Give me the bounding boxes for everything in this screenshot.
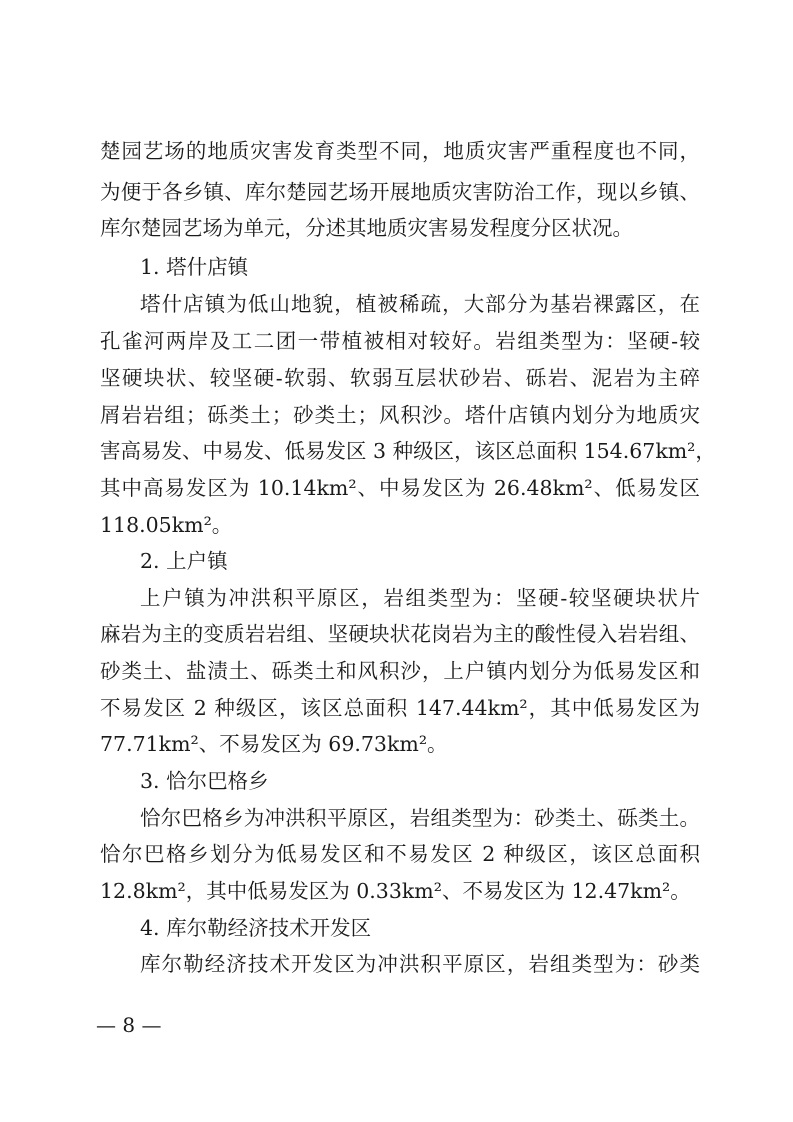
body-text-line: 麻岩为主的变质岩岩组、坚硬块状花岗岩为主的酸性侵入岩岩组、 — [100, 622, 700, 646]
body-text-line: 为便于各乡镇、库尔楚园艺场开展地质灾害防治工作，现以乡镇、 — [100, 180, 700, 204]
body-text-line: 118.05km²。 — [100, 513, 233, 537]
body-text-line: 砂类土、盐渍土、砾类土和风积沙，上户镇内划分为低易发区和 — [100, 659, 700, 683]
body-text-line: 不易发区 2 种级区，该区总面积 147.44km²，其中低易发区为 — [100, 696, 700, 720]
body-text-line: 77.71km²、不易发区为 69.73km²。 — [100, 732, 448, 756]
body-text-line: 屑岩岩组；砾类土；砂类土；风积沙。塔什店镇内划分为地质灾 — [100, 403, 700, 427]
body-text-line: 其中高易发区为 10.14km²、中易发区为 26.48km²、低易发区 — [100, 476, 700, 500]
body-text-line: 害高易发、中易发、低易发区 3 种级区，该区总面积 154.67km²， — [100, 439, 716, 463]
paragraph-first-line: 塔什店镇为低山地貌，植被稀疏，大部分为基岩裸露区，在 — [140, 292, 700, 316]
section-heading: 4. 库尔勒经济技术开发区 — [140, 916, 372, 940]
body-text-line: 孔雀河两岸及工二团一带植被相对较好。岩组类型为：坚硬-较 — [100, 329, 700, 353]
section-heading: 1. 塔什店镇 — [140, 255, 249, 279]
paragraph-first-line: 库尔勒经济技术开发区为冲洪积平原区，岩组类型为：砂类 — [140, 952, 700, 976]
body-text-line: 库尔楚园艺场为单元，分述其地质灾害易发程度分区状况。 — [100, 216, 633, 240]
body-text-line: 12.8km²，其中低易发区为 0.33km²、不易发区为 12.47km²。 — [100, 879, 691, 903]
section-heading: 3. 恰尔巴格乡 — [140, 769, 269, 793]
body-text-line: 楚园艺场的地质灾害发育类型不同，地质灾害严重程度也不同， — [100, 139, 700, 163]
section-heading: 2. 上户镇 — [140, 549, 228, 573]
paragraph-first-line: 恰尔巴格乡为冲洪积平原区，岩组类型为：砂类土、砾类土。 — [140, 806, 700, 830]
page-number: — 8 — — [96, 1013, 162, 1037]
paragraph-first-line: 上户镇为冲洪积平原区，岩组类型为：坚硬-较坚硬块状片 — [140, 586, 700, 610]
body-text-line: 恰尔巴格乡划分为低易发区和不易发区 2 种级区，该区总面积 — [100, 842, 700, 866]
body-text-line: 坚硬块状、较坚硬-软弱、软弱互层状砂岩、砾岩、泥岩为主碎 — [100, 366, 700, 390]
